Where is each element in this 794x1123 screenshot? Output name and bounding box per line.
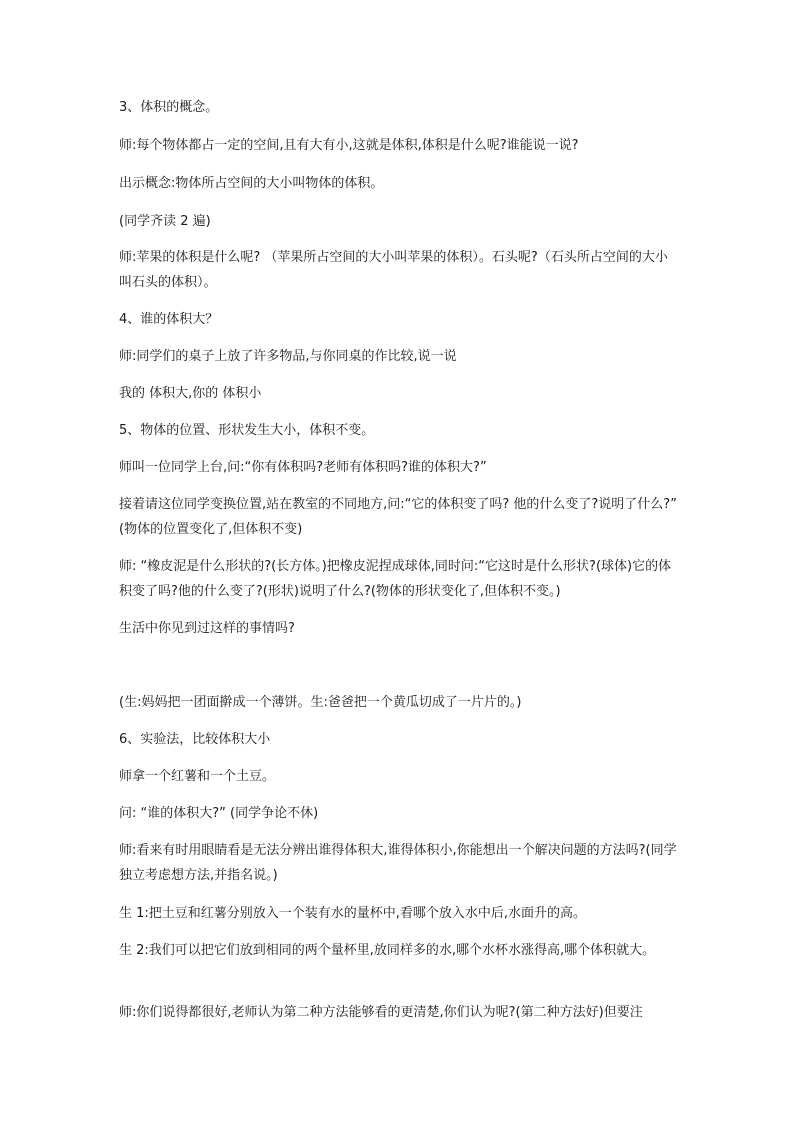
heading-position-shape: 5、物体的位置、形状发生大小，体积不变。 [119, 423, 375, 438]
paragraph: 生 2:我们可以把它们放到相同的两个量杯里,放同样多的水,哪个水杯水涨得高,哪个体积就大。 [119, 943, 656, 958]
paragraph: 师:同学们的桌子上放了许多物品,与你同桌的作比较,说一说 [119, 349, 457, 364]
heading-experiment: 6、实验法，比较体积大小 [119, 732, 271, 747]
paragraph: 师叫一位同学上台,问:“你有体积吗?老师有体积吗?谁的体积大?” [119, 460, 487, 475]
heading-who-is-bigger: 4、谁的体积大？ [119, 312, 219, 327]
paragraph: 师: “橡皮泥是什么形状的?(长方体。)把橡皮泥捏成球体,同时问:“它这时是什么形状?(球体)它的体积变了吗?他的什么变了?(形状)说明了什么?(物体的形状变化了,但体积不变。) [119, 559, 672, 599]
heading-volume-concept: 3、体积的概念。 [119, 100, 219, 115]
paragraph: 师:看来有时用眼睛看是无法分辨出谁得体积大,谁得体积小,你能想出一个解决问题的方法吗?(同学独立考虑想方法,并指名说。) [119, 843, 677, 883]
paragraph: (同学齐读 2 遍) [119, 214, 211, 229]
paragraph: 师拿一个红薯和一个土豆。 [119, 769, 276, 784]
paragraph: 出示概念:物体所占空间的大小叫物体的体积。 [119, 176, 384, 191]
paragraph: (生:妈妈把一团面擀成一个薄饼。生:爸爸把一个黄瓜切成了一片片的。) [119, 695, 522, 710]
paragraph: 接着请这位同学变换位置,站在教室的不同地方,问:“它的体积变了吗? 他的什么变了?说明了什么?” (物体的位置变化了,但体积不变) [119, 497, 677, 537]
paragraph: 生活中你见到过这样的事情吗? [119, 621, 295, 636]
paragraph: 生 1:把土豆和红薯分别放入一个装有水的量杯中,看哪个放入水中后,水面升的高。 [119, 906, 587, 921]
paragraph: 师:苹果的体积是什么呢? （苹果所占空间的大小叫苹果的体积）。石头呢?（石头所占空间的大小叫石头的体积）。 [119, 250, 668, 290]
paragraph: 问: “谁的体积大?” (同学争论不休) [119, 806, 319, 821]
paragraph: 师:每个物体都占一定的空间,且有大有小,这就是体积,体积是什么呢?谁能说一说? [119, 138, 579, 153]
paragraph: 师:你们说得都很好,老师认为第二种方法能够看的更清楚,你们认为呢?(第二种方法好)但要注 [119, 1005, 643, 1020]
paragraph: 我的 体积大,你的 体积小 [119, 386, 262, 401]
